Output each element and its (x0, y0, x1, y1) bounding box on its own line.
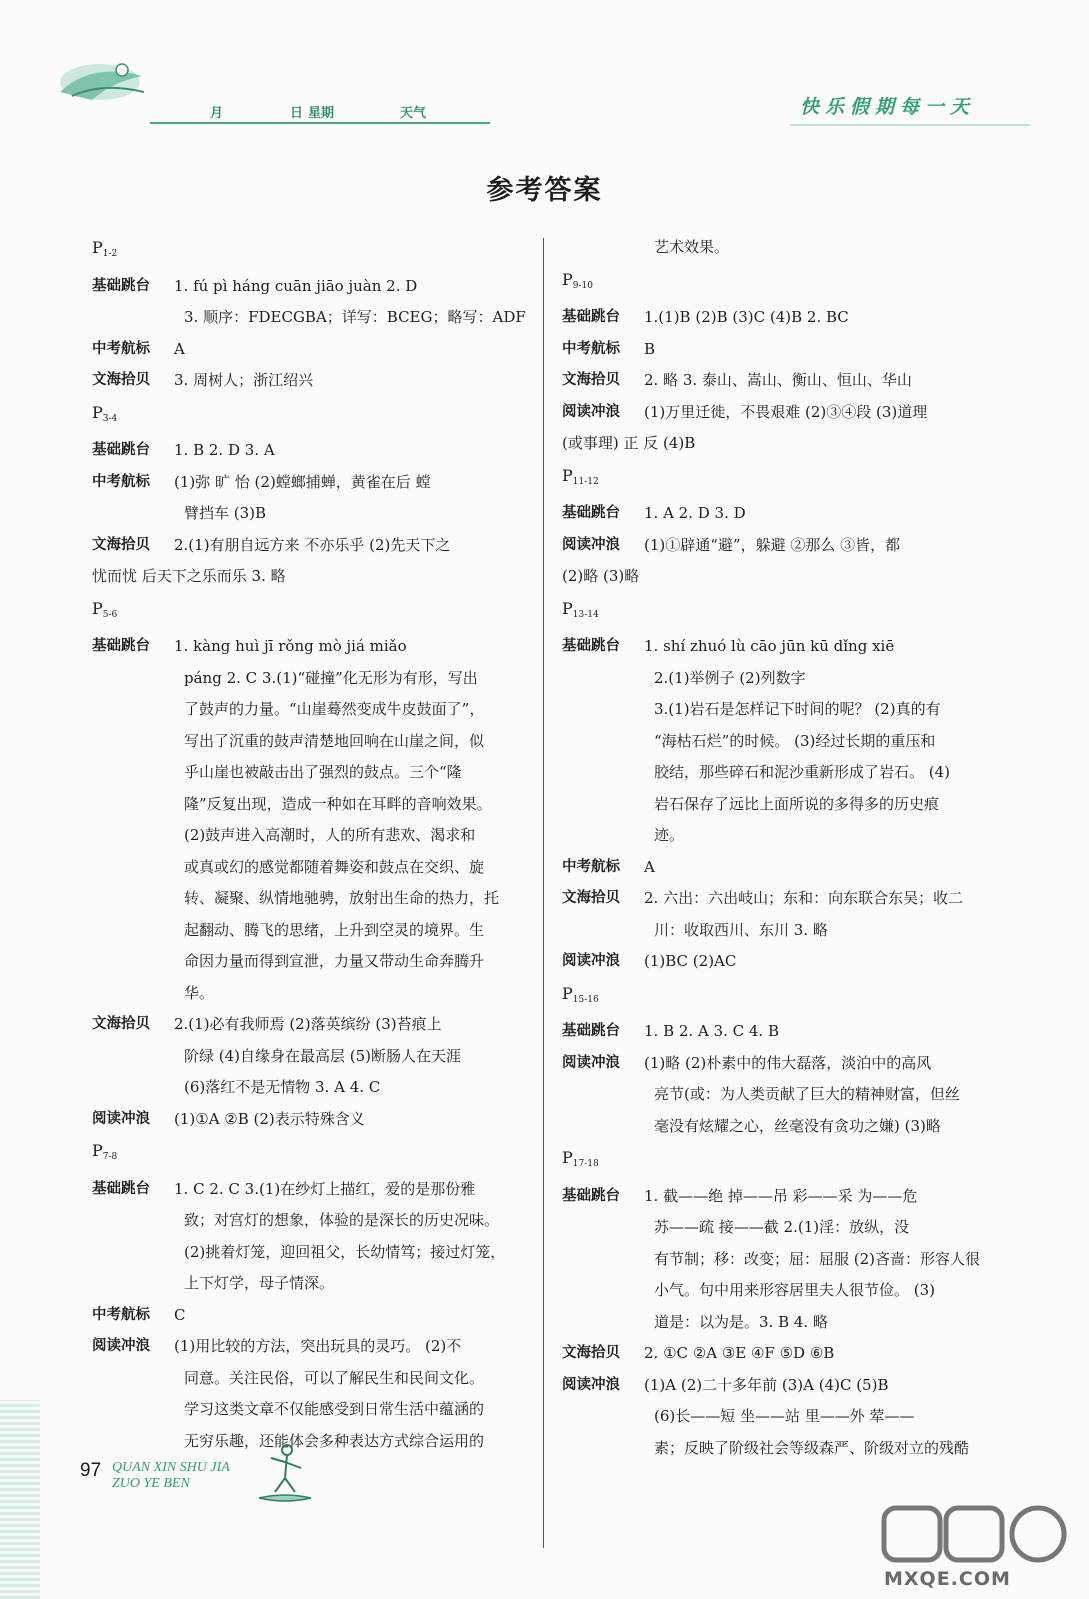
answer-text: (1)万里迁徙，不畏艰难 (2)③④段 (3)道理 (644, 402, 928, 421)
answer-continuation: (2)挑着灯笼，迎回祖父，长幼情笃；接过灯笼， (184, 1242, 506, 1261)
surfer-icon (255, 1440, 315, 1510)
page-letter: P (92, 402, 103, 422)
answer-row (92, 1300, 532, 1332)
day-label: 日 (290, 106, 304, 121)
answer-row (92, 467, 532, 499)
page-range: 13-14 (572, 609, 599, 620)
section-label: 基础跳台 (562, 505, 620, 521)
answer-continuation: 了鼓声的力量。“山崖蓦然变成牛皮鼓面了”， (184, 700, 485, 718)
answer-text: 1. kàng huì jī rǒng mò jiá miǎo (174, 637, 407, 655)
answer-continuation-full: 忧而忧 后天下之乐而乐 3. 略 (92, 567, 286, 585)
answer-continuation: “海枯石烂”的时候。 (3)经过长期的重压和 (654, 731, 936, 750)
watermark-text: MXQE.COM (884, 1568, 1011, 1590)
weather-label: 天气 (400, 106, 427, 121)
answer-row (92, 334, 532, 366)
answer-continuation-full: (或事理) 正 反 (4)B (562, 434, 696, 452)
page-header (0, 0, 1089, 140)
answer-continuation: 华。 (184, 983, 215, 1002)
answer-continuation: 致；对宫灯的想象，体验的是深长的历史况味。 (184, 1211, 500, 1229)
section-label: 基础跳台 (92, 638, 150, 654)
watermark (880, 1500, 1080, 1595)
answer-row (562, 1048, 1002, 1080)
section-label: 基础跳台 (92, 277, 150, 294)
answer-continuation: páng 2. C 3.(1)“碰撞”化无形为有形，写出 (184, 668, 478, 687)
answer-text: A (174, 339, 185, 358)
page-range-heading (92, 593, 532, 632)
answer-row (562, 302, 1002, 334)
section-label: 文海拾贝 (562, 890, 620, 906)
section-label: 中考航标 (92, 1306, 150, 1323)
answer-row (562, 530, 1002, 562)
answer-row (562, 365, 1002, 397)
page-range: 5-6 (102, 609, 118, 620)
answer-continuation: 3.(1)岩石是怎样记下时间的呢？ (2)真的有 (654, 700, 941, 718)
answer-continuation: 转、凝聚、纵情地驰骋，放射出生命的热力，托 (184, 889, 500, 907)
page-range-heading (562, 978, 1002, 1017)
answer-text: 2. 六出：六出岐山；东和：向东联合东吴；收二 (644, 889, 964, 907)
answer-text: (1)用比较的方法，突出玩具的灵巧。 (2)不 (174, 1337, 462, 1355)
answer-text: 3. 周树人；浙江绍兴 (174, 371, 314, 389)
answer-row (562, 498, 1002, 530)
answer-text: (1)①辟通“避”，躲避 ②那么 ③皆，都 (644, 535, 901, 554)
answer-continuation: (2)鼓声进入高潮时，人的所有悲欢、渴求和 (184, 826, 476, 844)
answer-row (92, 271, 532, 303)
answer-continuation: 道是：以为是。3. B 4. 略 (654, 1312, 828, 1331)
page-letter: P (92, 1141, 103, 1160)
left-column (92, 232, 532, 1457)
brand-text (112, 1460, 230, 1492)
answer-row (92, 1104, 532, 1136)
answer-row (562, 1370, 1002, 1402)
answer-row (92, 1331, 532, 1363)
answer-continuation: 2.(1)举例子 (2)列数字 (654, 668, 806, 687)
section-label: 中考航标 (92, 340, 150, 357)
answer-continuation: 3. 顺序：FDECGBA；详写：BCEG；略写：ADF (184, 308, 526, 326)
month-label: 月 (210, 106, 224, 121)
answer-continuation: 起翻动、腾飞的思绪，上升到空灵的境界。生 (184, 920, 485, 939)
answer-continuation: 命因力量而得到宣泄，力量又带动生命奔腾升 (184, 952, 485, 970)
section-label: 基础跳台 (562, 1187, 620, 1204)
page-range: 17-18 (572, 1159, 599, 1169)
section-label: 中考航标 (562, 858, 620, 875)
page-range: 15-16 (572, 994, 599, 1005)
section-label: 阅读冲浪 (92, 1110, 150, 1127)
brand-line-1: QUAN XIN SHU JIA (112, 1460, 230, 1475)
page-range-heading (562, 1142, 1002, 1181)
section-label: 文海拾贝 (92, 372, 150, 388)
section-label: 文海拾贝 (562, 1345, 620, 1361)
answer-continuation: 迹。 (654, 826, 685, 844)
answer-text: 1. B 2. D 3. A (174, 441, 275, 459)
answer-text: 2.(1)必有我师焉 (2)落英缤纷 (3)苔痕上 (174, 1015, 442, 1033)
answer-text: A (644, 857, 655, 876)
answer-row (562, 1338, 1002, 1370)
answer-continuation: 毫没有炫耀之心，丝毫没有贪功之嫌) (3)略 (654, 1116, 941, 1135)
answer-continuation: 素；反映了阶级社会等级森严、阶级对立的残酷 (654, 1438, 970, 1457)
book-logo-icon (52, 52, 152, 116)
answer-text: (1)A (2)二十多年前 (3)A (4)C (5)B (644, 1375, 889, 1394)
page-range: 3-4 (102, 413, 118, 424)
answer-row (562, 946, 1002, 978)
answer-continuation: 隆”反复出现，造成一种如在耳畔的音响效果。 (184, 794, 492, 813)
page-number: 97 (80, 1460, 102, 1481)
section-label: 阅读冲浪 (562, 536, 620, 553)
section-label: 中考航标 (562, 340, 620, 357)
answer-text: 2.(1)有朋自远方来 不亦乐乎 (2)先天下之 (174, 535, 451, 554)
answer-row (92, 365, 532, 397)
answer-continuation: 川：收取西川、东川 3. 略 (654, 920, 828, 939)
answer-text: 2. ①C ②A ③E ④F ⑤D ⑥B (644, 1344, 835, 1362)
answer-continuation: 胶结，那些碎石和泥沙重新形成了岩石。 (4) (654, 763, 951, 781)
page-range-heading (562, 593, 1002, 632)
page-letter: P (562, 465, 573, 485)
answer-text: 1. A 2. D 3. D (644, 504, 746, 522)
answer-text: 1. 截——绝 掉——吊 彩——采 为——危 (644, 1186, 918, 1205)
answer-row (562, 397, 1002, 429)
date-weather-fields (150, 98, 490, 124)
answer-continuation: 苏——疏 接——截 2.(1)淫：放纵，没 (654, 1218, 910, 1236)
answer-continuation: 或真或幻的感觉都随着舞姿和鼓点在交织、旋 (184, 857, 485, 876)
answer-continuation-full: (2)略 (3)略 (562, 567, 640, 585)
page-range-heading (92, 397, 532, 436)
section-label: 基础跳台 (92, 442, 150, 458)
answer-text: 1.(1)B (2)B (3)C (4)B 2. BC (644, 308, 849, 326)
answer-text: 1. C 2. C 3.(1)在纱灯上描红，爱的是那份雅 (174, 1179, 476, 1198)
answer-continuation: 亮节(或：为人类贡献了巨大的精神财富，但丝 (654, 1085, 960, 1103)
answer-continuation: 写出了沉重的鼓声清楚地回响在山崖之间，似 (184, 731, 485, 750)
section-label: 文海拾贝 (92, 536, 150, 553)
answer-text: C (174, 1305, 186, 1324)
answer-row (562, 631, 1002, 663)
answer-row (92, 1009, 532, 1041)
page-range: 9-10 (572, 280, 593, 291)
section-label: 阅读冲浪 (562, 1054, 620, 1071)
section-label: 阅读冲浪 (562, 953, 620, 969)
page-letter: P (562, 983, 573, 1003)
section-label: 基础跳台 (92, 1180, 150, 1197)
answer-row (92, 435, 532, 467)
answer-row (562, 852, 1002, 884)
answer-row (92, 530, 532, 562)
watermark-logo-icon (880, 1500, 1070, 1570)
answer-continuation: (6)长——短 坐——站 里——外 荤—— (654, 1407, 915, 1425)
answer-continuation: 小气。句中用来形容居里夫人很节俭。 (3) (654, 1281, 936, 1299)
answer-text: 1. shí zhuó lù cāo jūn kū dǐng xiē (644, 637, 895, 655)
answer-continuation: 有节制；移：改变；屈：屈服 (2)吝啬：形容人很 (654, 1249, 981, 1268)
page-letter: P (562, 1148, 573, 1167)
answer-text: (1)弥 旷 怡 (2)螳螂捕蝉，黄雀在后 螳 (174, 472, 431, 491)
right-column (562, 232, 1002, 1464)
page-title: 参考答案 (486, 175, 603, 206)
answer-continuation: 岩石保存了远比上面所说的多得多的历史痕 (654, 794, 940, 813)
page-range-heading (92, 1135, 532, 1174)
page-range: 11-12 (572, 476, 599, 487)
section-label: 基础跳台 (562, 309, 620, 325)
answer-continuation: 学习这类文章不仅能感受到日常生活中蕴涵的 (184, 1400, 485, 1418)
answer-continuation: 同意。关注民俗，可以了解民生和民间文化。 (184, 1368, 485, 1387)
section-label: 文海拾贝 (562, 372, 620, 388)
answer-text: 1. B 2. A 3. C 4. B (644, 1022, 779, 1040)
slogan-underline (790, 124, 1030, 126)
page-letter: P (562, 269, 573, 289)
page-range-heading (562, 460, 1002, 499)
answer-text: 1. fú pì háng cuān jiāo juàn 2. D (174, 276, 418, 295)
section-label: 文海拾贝 (92, 1016, 150, 1032)
left-edge-decoration (0, 1400, 40, 1599)
answer-continuation: 乎山崖也被敲击出了强烈的鼓点。三个“隆 (184, 763, 462, 781)
page-letter: P (562, 598, 573, 618)
column-divider (543, 238, 544, 1548)
answer-continuation: 上下灯学，母子情深。 (184, 1274, 335, 1292)
answer-text: (1)BC (2)AC (644, 952, 737, 970)
answer-continuation: 臂挡车 (3)B (184, 504, 267, 522)
answer-text: B (644, 339, 656, 358)
answer-row (562, 1181, 1002, 1213)
slogan: 快乐假期每一天 (800, 96, 976, 118)
answer-row (562, 334, 1002, 366)
answer-row (562, 1016, 1002, 1048)
section-label: 基础跳台 (562, 638, 620, 654)
answer-row (562, 883, 1002, 915)
section-label: 中考航标 (92, 473, 150, 490)
answer-row (92, 1174, 532, 1206)
page-range-heading (562, 264, 1002, 303)
answer-text: (1)①A ②B (2)表示特殊含义 (174, 1109, 365, 1128)
page-range: 7-8 (102, 1152, 118, 1162)
answer-continuation: 艺术效果。 (654, 238, 730, 256)
section-label: 基础跳台 (562, 1023, 620, 1039)
answer-row (92, 631, 532, 663)
answer-text: (1)略 (2)朴素中的伟大磊落，淡泊中的高风 (644, 1053, 932, 1072)
answer-text: 2. 略 3. 泰山、嵩山、衡山、恒山、华山 (644, 371, 912, 389)
answer-continuation: 阶绿 (4)自缘身在最高层 (5)断肠人在天涯 (184, 1046, 462, 1065)
weekday-label: 星期 (308, 106, 335, 121)
page-letter: P (92, 238, 103, 257)
brand-line-2: ZUO YE BEN (112, 1476, 190, 1491)
answer-continuation: 无穷乐趣，还能体会多种表达方式综合运用的 (184, 1431, 485, 1450)
page-range-heading (92, 232, 532, 271)
section-label: 阅读冲浪 (562, 1376, 620, 1393)
page-range: 1-2 (102, 249, 118, 259)
section-label: 阅读冲浪 (92, 1338, 150, 1354)
page-letter: P (92, 598, 103, 618)
answer-continuation: (6)落红不是无情物 3. A 4. C (184, 1078, 381, 1096)
section-label: 阅读冲浪 (562, 403, 620, 420)
